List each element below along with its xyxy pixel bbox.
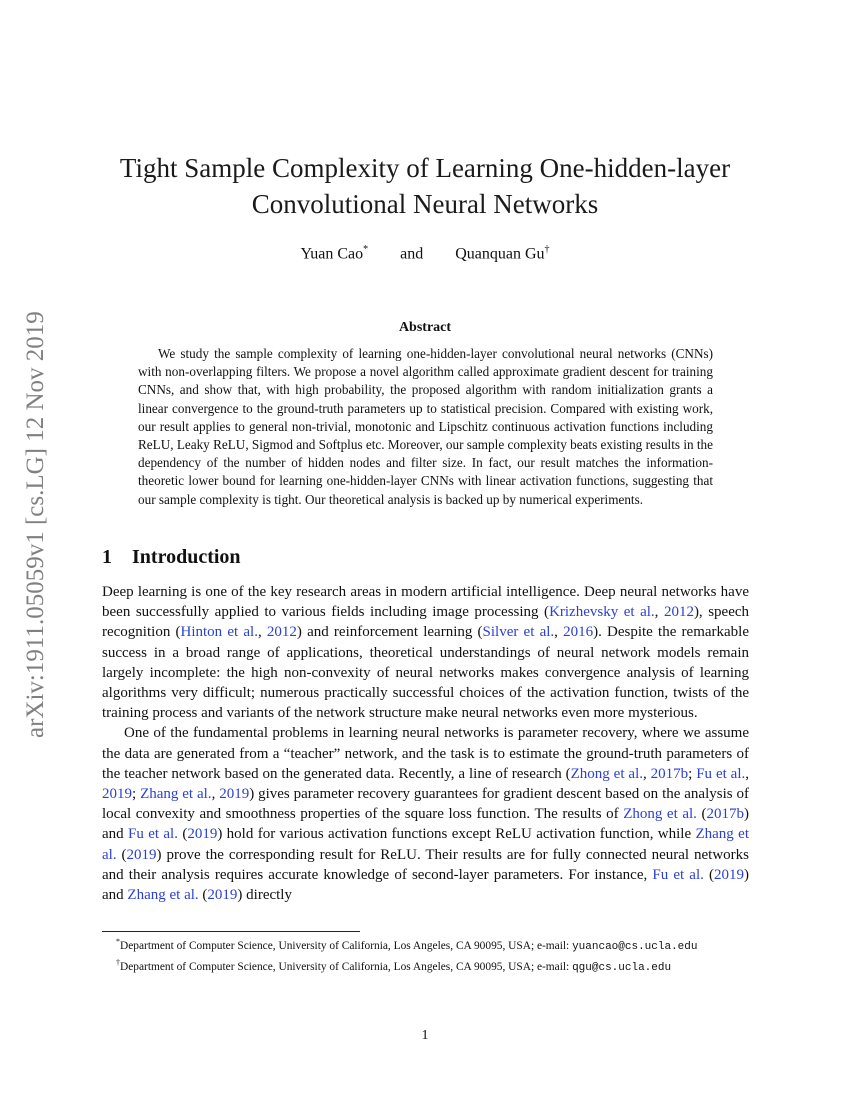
citation-year-link[interactable]: 2019 (713, 866, 744, 883)
citation-link[interactable]: Zhong et al. (570, 765, 643, 782)
citation-link[interactable]: Zhang et al. (127, 887, 199, 904)
citation-year-link[interactable]: 2019 (187, 826, 218, 843)
section-number: 1 (102, 546, 112, 568)
footnote-mark: † (116, 957, 120, 967)
introduction-body (102, 582, 749, 905)
citation-year-link[interactable]: 2019 (219, 786, 250, 803)
title-line-1: Tight Sample Complexity of Learning One-hidden-layer (119, 153, 731, 183)
citation-year-link[interactable]: 2019 (207, 887, 238, 904)
citation-link[interactable]: Zhang et al. (102, 826, 749, 863)
citation-year-link[interactable]: 2017b (706, 806, 744, 823)
page-number: 1 (421, 1028, 429, 1043)
citation-year-link[interactable]: 2019 (102, 786, 132, 803)
citation-link[interactable]: Zhang et al. (140, 786, 212, 803)
citation-year-link[interactable]: 2012 (663, 604, 694, 621)
author-name: Quanquan Gu (455, 245, 545, 263)
abstract-heading: Abstract (398, 320, 452, 335)
paragraph: One of the fundamental problems in learning neural networks is parameter recovery, where we assume the data are generated from a “teacher” network, and the task is to estimate the ground-truth parameters of the teacher network based on the generated data. Recently, a line of research (Zhong et al., 2017b; Fu et al., 2019; Zhang et al., 2019) gives parameter recovery guarantees for gradient descent based on the analysis of local convexity and smoothness properties of the square loss function. The results of Zhong et al. (2017b) and Fu et al. (2019) hold for various activation functions except ReLU activation function, while Zhang et al. (2019) prove the corresponding result for ReLU. Their results are for fully connected neural networks and their analysis requires accurate knowledge of second-layer parameters. For instance, Fu et al. (2019) and Zhang et al. (2019) directly (102, 725, 750, 904)
footnote: †Department of Computer Science, University of California, Los Angeles, CA 90095, USA; e-mail: qgu@cs.ucla.edu (116, 957, 672, 974)
author-list (200, 244, 650, 263)
section-heading (102, 546, 241, 569)
citation-link[interactable]: Krizhevsky et al. (549, 604, 655, 621)
citation-link[interactable]: Silver et al. (482, 624, 555, 641)
footnote-divider (102, 931, 360, 932)
author-footnote-mark[interactable]: * (363, 244, 369, 255)
citation-year-link[interactable]: 2019 (126, 846, 157, 863)
citation-year-link[interactable]: 2012 (266, 624, 297, 641)
citation-link[interactable]: Fu et al. (128, 826, 178, 843)
abstract-text: We study the sample complexity of learning one-hidden-layer convolutional neural networks (CNNs) with non-overlapping filters. We propose a novel algorithm called approximate gradient descent for training CNNs, and show that, with high probability, the proposed algorithm with random initialization grants a linear convergence to the ground-truth parameters up to statistical precision. Compared with existing work, our result applies to general non-trivial, monotonic and Lipschitz continuous activation functions including ReLU, Leaky ReLU, Sigmod and Softplus etc. Moreover, our sample complexity beats existing results in the dependency of the number of hidden nodes and filter size. In fact, our result matches the information-theoretic lower bound for learning one-hidden-layer CNNs with linear activation functions, suggesting that our sample complexity is tight. Our theoretical analysis is backed up by numerical experiments. (138, 346, 713, 507)
paper-title (70, 150, 780, 222)
author-conjunction: and (400, 245, 424, 263)
citation-year-link[interactable]: 2016 (563, 624, 594, 641)
citation-link[interactable]: Fu et al. (652, 866, 704, 883)
citation-year-link[interactable]: 2017b (650, 765, 689, 782)
title-line-2: Convolutional Neural Networks (251, 189, 599, 219)
footnotes (102, 934, 749, 976)
citation-link[interactable]: Zhong et al. (623, 806, 697, 823)
email-address[interactable]: yuancao@cs.ucla.edu (572, 940, 698, 953)
citation-link[interactable]: Hinton et al. (180, 624, 258, 641)
footnote: *Department of Computer Science, University of California, Los Angeles, CA 90095, USA; e-mail: yuancao@cs.ucla.edu (116, 937, 698, 953)
citation-link[interactable]: Fu et al. (696, 765, 746, 782)
author-footnote-mark[interactable]: † (544, 244, 550, 255)
footnote-mark: * (116, 937, 120, 946)
email-address[interactable]: qgu@cs.ucla.edu (572, 961, 672, 974)
arxiv-identifier-stamp: arXiv:1911.05059v1 [cs.LG] 12 Nov 2019 (22, 311, 49, 739)
author-name: Yuan Cao (300, 245, 364, 263)
section-title: Introduction (132, 546, 241, 568)
paragraph: Deep learning is one of the key research areas in modern artificial intelligence. Deep neural networks have been successfully applied to various fields including image processing (Krizhevsky et al., 2012), speech recognition (Hinton et al., 2012) and reinforcement learning (Silver et al., 2016). Despite the remarkable success in a broad range of applications, theoretical understandings of neural network models remain largely incomplete: the high non-convexity of neural networks makes convergence analysis of learning algorithms very difficult; numerous practically successful choices of the activation function, twists of the training process and variants of the network structure make neural networks even more mysterious. (102, 584, 750, 722)
